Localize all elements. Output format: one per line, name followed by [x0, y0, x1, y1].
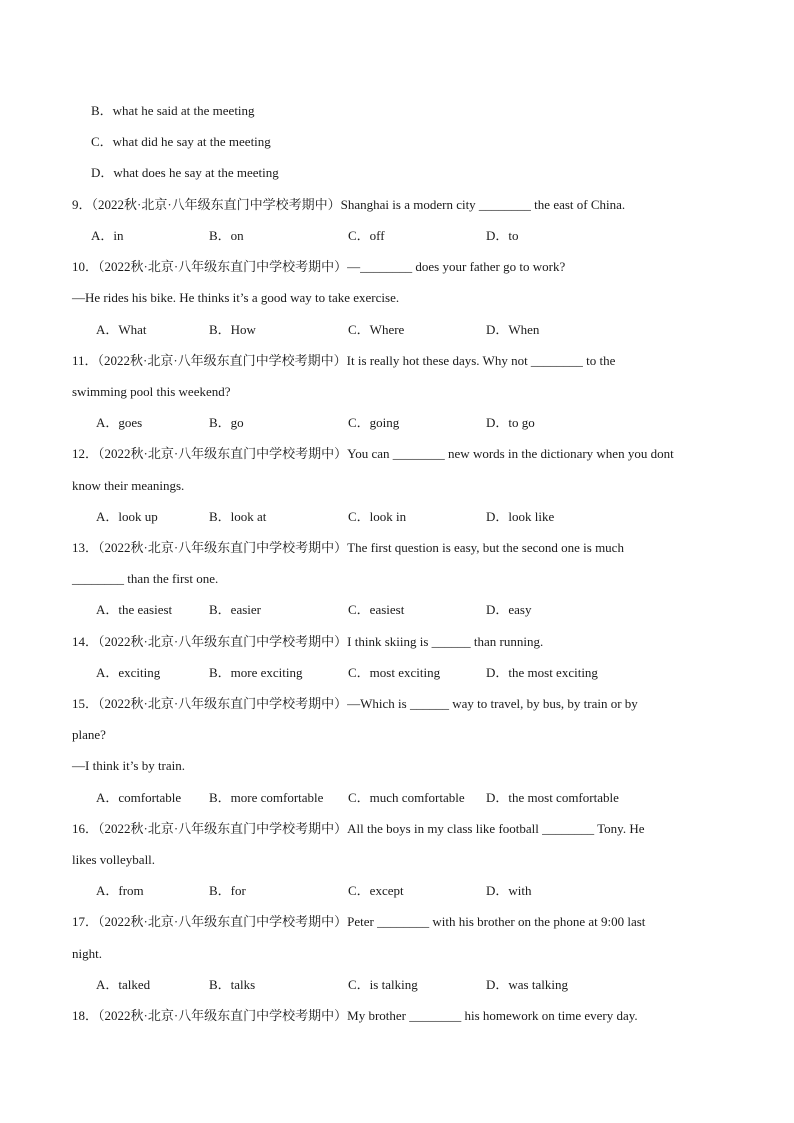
- q13-option-b: B．easier: [209, 602, 261, 617]
- q15-stem-line3: —I think it’s by train.: [72, 758, 186, 773]
- q17-stem: 17．（2022秋·北京·八年级东直门中学校考期中）Peter ________ with his brother on the phone at 9:00 last: [72, 914, 646, 929]
- q13-stem-line2: ________ than the first one.: [72, 571, 219, 586]
- q14-option-b: B．more exciting: [209, 665, 303, 680]
- q13-option-c: C．easiest: [348, 602, 405, 617]
- q9-option-b: B．on: [209, 228, 244, 243]
- q17-option-b: B．talks: [209, 977, 256, 992]
- q15-stem: 15．（2022秋·北京·八年级东直门中学校考期中）—Which is ______ way to travel, by bus, by train or by: [72, 696, 638, 711]
- q10-option-c: C．Where: [348, 322, 405, 337]
- q9-option-d: D．to: [486, 228, 519, 243]
- q15-option-a: A．comfortable: [96, 790, 182, 805]
- q10-option-d: D．When: [486, 322, 540, 337]
- q15-option-b: B．more comfortable: [209, 790, 324, 805]
- q10-stem: 10．（2022秋·北京·八年级东直门中学校考期中）—________ does your father go to work?: [72, 259, 566, 274]
- q11-stem-line2: swimming pool this weekend?: [72, 384, 231, 399]
- q12-option-c: C．look in: [348, 509, 407, 524]
- q11-option-c: C．going: [348, 415, 400, 430]
- q15-option-c: C．much comfortable: [348, 790, 465, 805]
- q11-option-d: D．to go: [486, 415, 535, 430]
- q14-option-a: A．exciting: [96, 665, 161, 680]
- q16-option-b: B．for: [209, 883, 246, 898]
- q12-option-b: B．look at: [209, 509, 267, 524]
- q16-option-c: C．except: [348, 883, 404, 898]
- q14-option-d: D．the most exciting: [486, 665, 598, 680]
- q15-stem-line2: plane?: [72, 727, 106, 742]
- q8-option-b: B．what he said at the meeting: [91, 103, 255, 118]
- q17-option-a: A．talked: [96, 977, 151, 992]
- q17-option-d: D．was talking: [486, 977, 568, 992]
- q9-option-a: A．in: [91, 228, 124, 243]
- q12-option-a: A．look up: [96, 509, 158, 524]
- q17-option-c: C．is talking: [348, 977, 418, 992]
- q14-option-c: C．most exciting: [348, 665, 441, 680]
- q9-stem: 9．（2022秋·北京·八年级东直门中学校考期中）Shanghai is a modern city ________ the east of China.: [72, 197, 626, 212]
- q12-option-d: D．look like: [486, 509, 555, 524]
- q12-stem-line2: know their meanings.: [72, 478, 185, 493]
- q13-option-d: D．easy: [486, 602, 532, 617]
- q10-option-a: A．What: [96, 322, 147, 337]
- q13-option-a: A．the easiest: [96, 602, 173, 617]
- q11-option-a: A．goes: [96, 415, 143, 430]
- q18-stem: 18．（2022秋·北京·八年级东直门中学校考期中）My brother ________ his homework on time every day.: [72, 1008, 638, 1023]
- q13-stem: 13．（2022秋·北京·八年级东直门中学校考期中）The first question is easy, but the second one is much: [72, 540, 624, 555]
- q16-stem-line2: likes volleyball.: [72, 852, 156, 867]
- q14-stem: 14．（2022秋·北京·八年级东直门中学校考期中）I think skiing is ______ than running.: [72, 634, 544, 649]
- q16-stem: 16．（2022秋·北京·八年级东直门中学校考期中）All the boys in my class like football ________ Tony. He: [72, 821, 645, 836]
- q11-stem: 11．（2022秋·北京·八年级东直门中学校考期中）It is really hot these days. Why not ________ to the: [72, 353, 616, 368]
- q16-option-d: D．with: [486, 883, 532, 898]
- q10-stem-line2: —He rides his bike. He thinks it’s a good way to take exercise.: [72, 290, 400, 305]
- q9-option-c: C．off: [348, 228, 385, 243]
- q17-stem-line2: night.: [72, 946, 102, 961]
- q11-option-b: B．go: [209, 415, 244, 430]
- q8-option-c: C．what did he say at the meeting: [91, 134, 271, 149]
- q8-option-d: D．what does he say at the meeting: [91, 165, 279, 180]
- q15-option-d: D．the most comfortable: [486, 790, 619, 805]
- q10-option-b: B．How: [209, 322, 256, 337]
- q16-option-a: A．from: [96, 883, 144, 898]
- q12-stem: 12．（2022秋·北京·八年级东直门中学校考期中）You can ________ new words in the dictionary when you dont: [72, 446, 674, 461]
